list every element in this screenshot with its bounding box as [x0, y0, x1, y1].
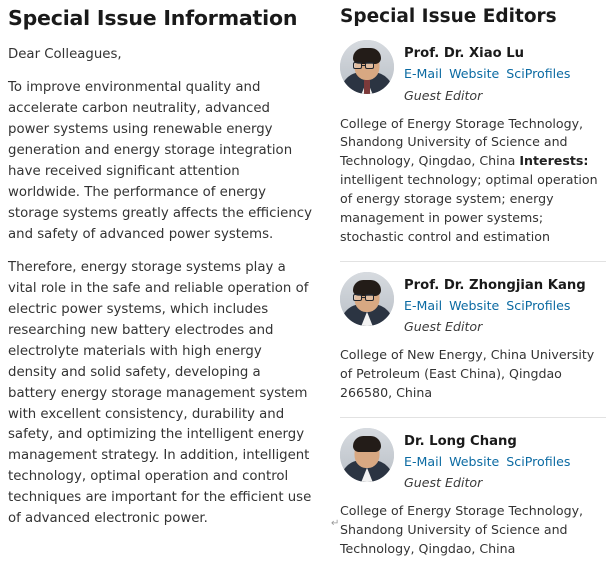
salutation-paragraph: Dear Colleagues, [8, 46, 122, 62]
website-link[interactable]: Website [449, 297, 500, 313]
avatar [340, 272, 394, 326]
website-link[interactable]: Website [449, 66, 500, 81]
editor-links [404, 297, 586, 316]
avatar [340, 40, 394, 94]
affiliation-text: College of New Energy, China University of Petroleum (East China), Qingdao 266580, China [340, 347, 595, 400]
email-link[interactable]: E-Mail [404, 66, 443, 81]
editor-card [340, 428, 606, 559]
editor-affiliation [340, 502, 606, 559]
interests-label: Interests: [519, 153, 589, 169]
page-title: Special Issue Information [8, 6, 298, 30]
editor-info [404, 272, 586, 336]
editor-header [340, 428, 606, 492]
editor-links [404, 65, 570, 84]
sciprofiles-link[interactable]: SciProfiles [506, 66, 571, 81]
editor-links [404, 453, 570, 472]
affiliation-text: College of Energy Storage Technology, Shandong University of Science and Technology, Qingdao, China [340, 503, 584, 556]
affiliation-text: College of Energy Storage Technology, Shandong University of Science and Technology, Qingdao, China [340, 115, 584, 169]
interests-text: intelligent technology; optimal operation of energy storage system; energy management in power systems; stochastic control and estimation [340, 172, 598, 244]
paragraph-mark-icon: ↵ [331, 518, 340, 529]
editor-card [340, 40, 606, 247]
editors-title: Special Issue Editors [340, 6, 557, 27]
divider [340, 261, 606, 262]
editor-header [340, 272, 606, 336]
sciprofiles-link[interactable]: SciProfiles [506, 297, 571, 313]
editor-role: Guest Editor [404, 87, 483, 103]
scope-paragraph: Therefore, energy storage systems play a vital role in the safe and reliable operation of electric power systems, which includes researching new battery electrodes and electrolyte materials with high energy density and solid safety, developing a battery energy storage management system with excellent consistency, durability and safety, and optimizing the intelligent energy management strategy. In addition, intelligent technology, optimal operation and control techniques are important for the efficient use of advanced electronic power. [8, 260, 312, 526]
intro-paragraph: To improve environmental quality and accelerate carbon neutrality, advanced power systems using renewable energy generation and energy storage integration have received significant attention worldwide. The performance of energy storage systems greatly affects the efficiency and safety of advanced power systems. [8, 80, 312, 242]
editor-role: Guest Editor [404, 319, 483, 335]
editor-affiliation [340, 115, 606, 247]
divider [340, 417, 606, 418]
editor-affiliation [340, 346, 606, 403]
email-link[interactable]: E-Mail [404, 453, 443, 469]
email-link[interactable]: E-Mail [404, 297, 443, 313]
editor-role: Guest Editor [404, 475, 483, 491]
editor-name: Prof. Dr. Zhongjian Kang [404, 277, 586, 293]
avatar [340, 428, 394, 482]
editor-info [404, 428, 570, 492]
website-link[interactable]: Website [449, 453, 500, 469]
editor-info [404, 40, 570, 104]
special-issue-editors-column [330, 0, 614, 573]
editor-name: Prof. Dr. Xiao Lu [404, 46, 525, 62]
editor-name: Dr. Long Chang [404, 433, 517, 449]
editor-header [340, 40, 606, 104]
editor-card [340, 272, 606, 403]
sciprofiles-link[interactable]: SciProfiles [506, 453, 571, 469]
